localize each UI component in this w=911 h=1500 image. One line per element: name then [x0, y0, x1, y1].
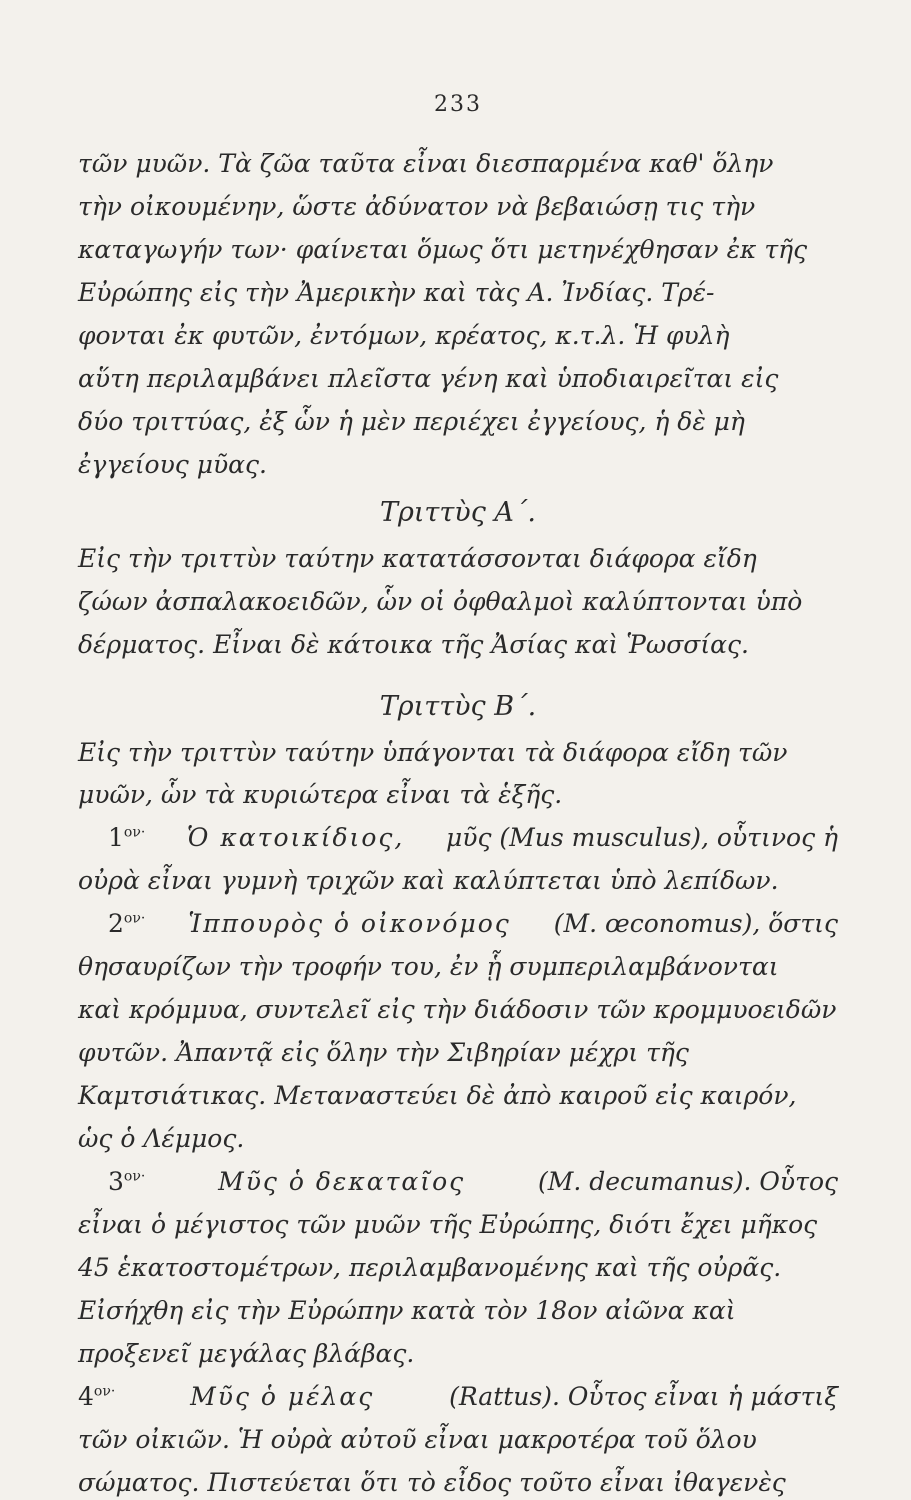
- species-4-line-2: τῶν οἰκιῶν. Ἡ οὐρὰ αὐτοῦ εἶναι μακροτέρα τοῦ ὅλου: [78, 1425, 757, 1454]
- species-2-line-4: φυτῶν. Ἀπαντᾷ εἰς ὅλην τὴν Σιβηρίαν μέχρι τῆς: [78, 1038, 689, 1067]
- species-1-name: Ὁ κατοικίδιος,: [186, 823, 405, 852]
- intro-line-1: τῶν μυῶν. Τὰ ζῶα ταῦτα εἶναι διεσπαρμένα καθ' ὅλην: [78, 149, 774, 178]
- species-3-first-line: [78, 1167, 838, 1197]
- species-4-number: $4^{o\nu\cdot}$: [78, 1382, 116, 1411]
- section-a-heading: Τριττὺς Α΄.: [379, 497, 537, 528]
- species-2-line-2: θησαυρίζων τὴν τροφήν του, ἐν ᾗ συμπεριλαμβάνονται: [78, 952, 779, 981]
- species-1-first-line: [78, 823, 838, 853]
- section-a-line-3: δέρματος. Εἶναι δὲ κάτοικα τῆς Ἀσίας καὶ Ῥωσσίας.: [78, 630, 749, 659]
- species-3-line-5: προξενεῖ μεγάλας βλάβας.: [78, 1339, 415, 1368]
- intro-line-4: Εὐρώπης εἰς τὴν Ἀμερικὴν καὶ τὰς Α. Ἰνδίας. Τρέ-: [78, 278, 715, 307]
- species-2-line-1: (M. œconomus), ὅστις: [553, 909, 838, 938]
- species-3-line-4: Εἰσήχθη εἰς τὴν Εὐρώπην κατὰ τὸν 18ον αἰῶνα καὶ: [78, 1296, 736, 1325]
- species-2-name: Ἱππουρὸς ὁ οἰκονόμος: [188, 909, 511, 938]
- section-b-line-1: Εἰς τὴν τριττὺν ταύτην ὑπάγονται τὰ διάφορα εἴδη τῶν: [78, 738, 788, 767]
- intro-line-5: φονται ἐκ φυτῶν, ἐντόμων, κρέατος, κ.τ.λ. Ἡ φυλὴ: [78, 321, 730, 350]
- section-b-heading: Τριττὺς Β΄.: [379, 691, 537, 722]
- species-4-name: Μῦς ὁ μέλας: [190, 1382, 375, 1411]
- species-2-line-6: ὡς ὁ Λέμμος.: [78, 1124, 245, 1153]
- species-1-number: $1^{o\nu\cdot}$: [108, 823, 146, 852]
- species-2-line-5: Καμτσιάτικας. Μεταναστεύει δὲ ἀπὸ καιροῦ εἰς καιρόν,: [78, 1081, 797, 1110]
- species-1-line-2: οὐρὰ εἶναι γυμνὴ τριχῶν καὶ καλύπτεται ὑπὸ λεπίδων.: [78, 866, 779, 895]
- species-3-line-1: (M. decumanus). Οὗτος: [537, 1167, 838, 1196]
- page-number: 233: [434, 92, 482, 117]
- intro-line-2: τὴν οἰκουμένην, ὥστε ἀδύνατον νὰ βεβαιώσῃ τις τὴν: [78, 192, 756, 221]
- species-3-line-3: 45 ἑκατοστομέτρων, περιλαμβανομένης καὶ τῆς οὐρᾶς.: [78, 1253, 782, 1282]
- section-a-line-2: ζώων ἀσπαλακοειδῶν, ὧν οἱ ὀφθαλμοὶ καλύπτονται ὑπὸ: [78, 587, 803, 616]
- intro-line-7: δύο τριττύας, ἐξ ὧν ἡ μὲν περιέχει ἐγγείους, ἡ δὲ μὴ: [78, 407, 745, 436]
- species-2-line-3: καὶ κρόμμυα, συντελεῖ εἰς τὴν διάδοσιν τῶν κρομμυοειδῶν: [78, 995, 837, 1024]
- species-3-name: Μῦς ὁ δεκαταῖος: [218, 1167, 466, 1196]
- intro-line-8: ἐγγείους μῦας.: [78, 450, 267, 479]
- section-a-line-1: Εἰς τὴν τριττὺν ταύτην κατατάσσονται διάφορα εἴδη: [78, 544, 757, 573]
- species-4-line-3: σώματος. Πιστεύεται ὅτι τὸ εἶδος τοῦτο εἶναι ἰθαγενὲς: [78, 1468, 786, 1497]
- species-4-line-1: (Rattus). Οὗτος εἶναι ἡ μάστιξ: [449, 1382, 838, 1411]
- intro-line-6: αὕτη περιλαμβάνει πλεῖστα γένη καὶ ὑποδιαιρεῖται εἰς: [78, 364, 779, 393]
- intro-line-3: καταγωγήν των· φαίνεται ὅμως ὅτι μετηνέχθησαν ἐκ τῆς: [78, 235, 808, 264]
- species-2-first-line: [78, 909, 838, 939]
- species-4-first-line: [78, 1382, 838, 1412]
- species-2-number: $2^{o\nu\cdot}$: [108, 909, 146, 938]
- species-3-line-2: εἶναι ὁ μέγιστος τῶν μυῶν τῆς Εὐρώπης, διότι ἔχει μῆκος: [78, 1210, 818, 1239]
- species-3-number: $3^{o\nu\cdot}$: [108, 1167, 146, 1196]
- species-1-line-1: μῦς (Mus musculus), οὗτινος ἡ: [446, 823, 838, 852]
- section-b-line-2: μυῶν, ὧν τὰ κυριώτερα εἶναι τὰ ἑξῆς.: [78, 780, 563, 809]
